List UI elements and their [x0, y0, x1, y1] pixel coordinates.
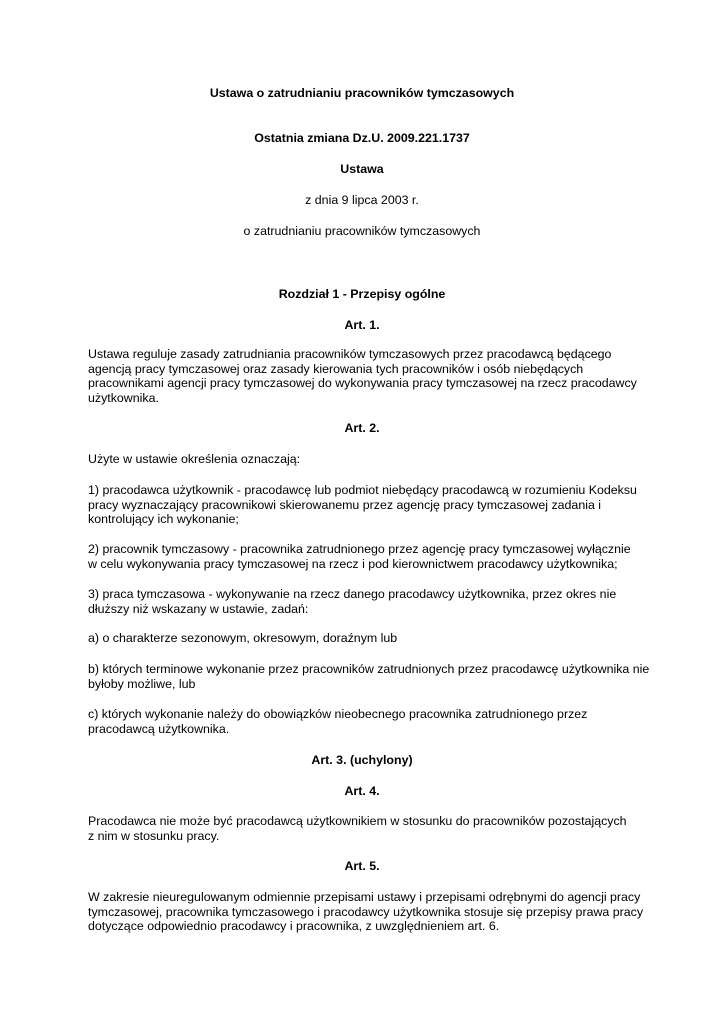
definition-item-3 [88, 587, 648, 616]
text-line: agencją pracy tymczasowej oraz zasady kierowania tych pracowników i osób niebędących [88, 361, 584, 376]
act-subject: o zatrudnianiu pracowników tymczasowych [243, 224, 481, 238]
document-title: Ustawa o zatrudnianiu pracowników tymczasowych [209, 86, 515, 100]
article-heading-3: Art. 3. (uchylony) [311, 753, 413, 767]
sub-item-c [88, 707, 648, 736]
text-line: pracodawcą użytkownika. [88, 721, 230, 736]
text-line: Ustawa reguluje zasady zatrudniania pracowników tymczasowych przez pracodawcą będącego [88, 347, 612, 361]
text-line: użytkownika. [88, 390, 159, 405]
text-line: 3) praca tymczasowa - wykonywanie na rzecz danego pracodawcy użytkownika, przez okres nie [88, 587, 617, 601]
article-2-intro: Użyte w ustawie określenia oznaczają: [88, 452, 301, 466]
article-1-text [88, 347, 648, 405]
text-line: tymczasowej, pracownika tymczasowego i pracodawcy użytkownika stosuje się przepisy prawa pracy [88, 904, 644, 919]
article-heading-1: Art. 1. [344, 318, 380, 332]
text-line: pracownikami agencji pracy tymczasowej do wykonywania pracy tymczasowej na rzecz pracodawcy [88, 376, 637, 391]
text-line: W zakresie nieuregulowanym odmiennie przepisami ustawy i przepisami odrębnymi do agencji pracy [88, 890, 641, 904]
text-line: pracy wyznaczający pracownikowi skierowanemu przez agencję pracy tymczasowej zadania i [88, 497, 602, 512]
chapter-heading: Rozdział 1 - Przepisy ogólne [278, 287, 446, 301]
text-line: 2) pracownik tymczasowy - pracownika zatrudnionego przez agencję pracy tymczasowej wyłącznie [88, 542, 631, 556]
article-4-text [88, 814, 648, 843]
text-line: kontrolujący ich wykonanie; [88, 512, 239, 527]
definition-item-1 [88, 483, 648, 527]
text-line: c) których wykonanie należy do obowiązków nieobecnego pracownika zatrudnionego przez [88, 707, 588, 721]
article-heading-2: Art. 2. [344, 421, 380, 435]
definition-item-2 [88, 542, 648, 571]
text-line: w celu wykonywania pracy tymczasowej na rzecz i pod kierownictwem pracodawcy użytkownika; [88, 556, 618, 571]
article-5-text [88, 890, 648, 934]
last-change-note: Ostatnia zmiana Dz.U. 2009.221.1737 [254, 131, 470, 145]
article-heading-5: Art. 5. [344, 859, 380, 873]
act-date: z dnia 9 lipca 2003 r. [305, 193, 419, 207]
text-line: 1) pracodawca użytkownik - pracodawcę lub podmiot niebędący pracodawcą w rozumieniu Kodeksu [88, 483, 637, 497]
text-line: dotyczące odpowiednio pracodawcy i pracownika, z uwzględnieniem art. 6. [88, 919, 500, 934]
sub-item-a [88, 631, 648, 646]
text-line: Pracodawca nie może być pracodawcą użytkownikiem w stosunku do pracowników pozostających [88, 814, 627, 828]
text-line: b) których terminowe wykonanie przez pracowników zatrudnionych przez pracodawcę użytkownika nie [88, 662, 650, 676]
text-line: dłuższy niż wskazany w ustawie, zadań: [88, 601, 309, 616]
article-heading-4: Art. 4. [344, 784, 380, 798]
text-line: z nim w stosunku pracy. [88, 828, 220, 843]
text-line: a) o charakterze sezonowym, okresowym, doraźnym lub [88, 631, 398, 645]
text-line: byłoby możliwe, lub [88, 676, 196, 691]
act-label: Ustawa [340, 162, 384, 176]
sub-item-b [88, 662, 648, 691]
